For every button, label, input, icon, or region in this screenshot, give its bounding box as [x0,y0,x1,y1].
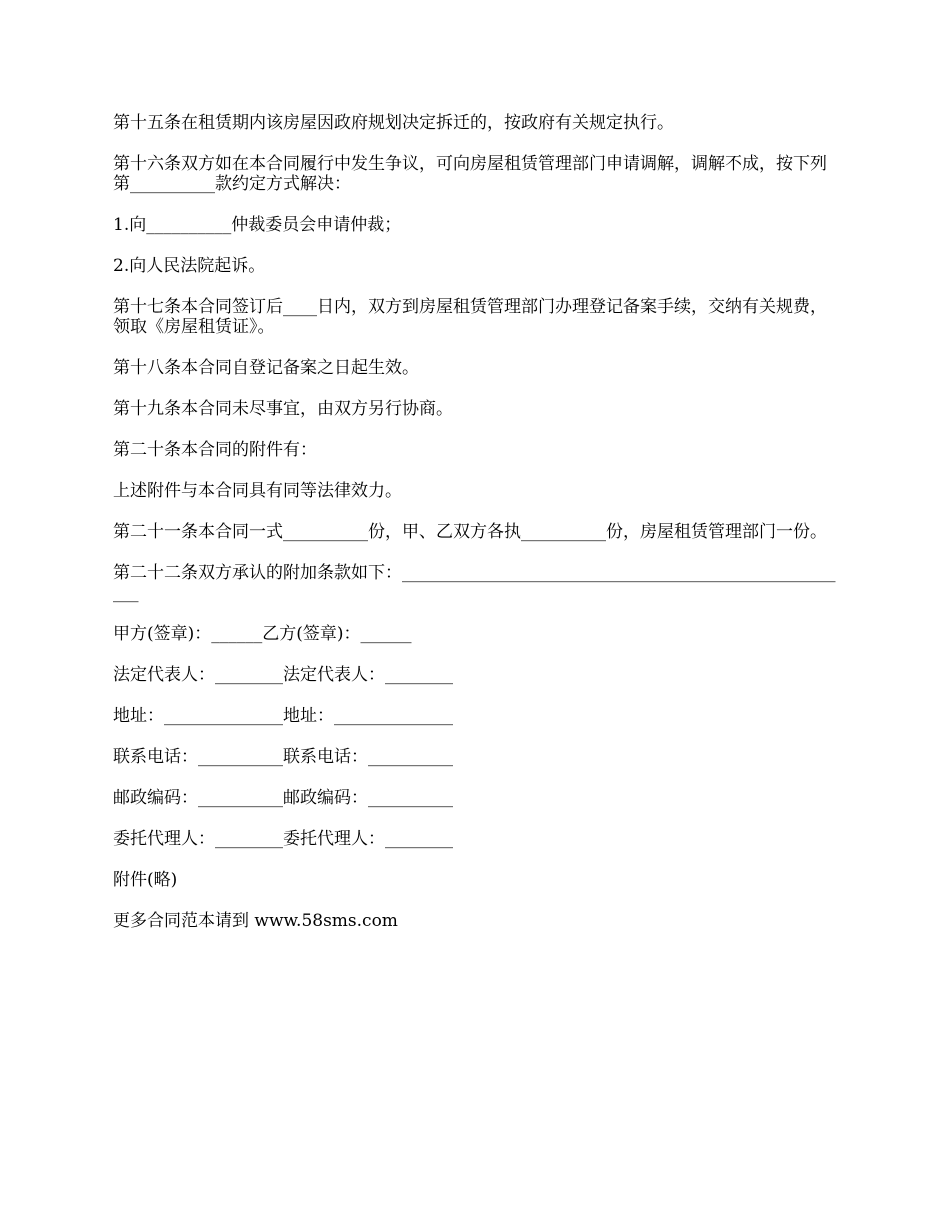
postal-code-line: 邮政编码：__________邮政编码：__________ [113,788,453,808]
clause-16-option-1: 1.向__________仲裁委员会申请仲裁； [113,215,402,235]
clause-17: 第十七条本合同签订后____日内，双方到房屋租赁管理部门办理登记备案手续，交纳有关规费，领取《房屋租赁证》。 [113,297,827,337]
agent-line: 委托代理人：________委托代理人：________ [113,829,453,849]
address-line: 地址：______________地址：______________ [113,706,453,726]
clause-15: 第十五条在租赁期内该房屋因政府规划决定拆迁的，按政府有关规定执行。 [113,113,674,133]
clause-20-note: 上述附件与本合同具有同等法律效力。 [113,481,402,501]
clause-16-option-2: 2.向人民法院起诉。 [113,256,266,276]
more-templates-note: 更多合同范本请到 www.58sms.com [113,911,398,931]
clause-19: 第十九条本合同未尽事宜，由双方另行协商。 [113,399,453,419]
clause-16: 第十六条双方如在本合同履行中发生争议，可向房屋租赁管理部门申请调解，调解不成，按下列第__________款约定方式解决： [113,154,827,194]
phone-line: 联系电话：__________联系电话：__________ [113,747,453,767]
clause-22: 第二十二条双方承认的附加条款如下：______________________________________________________ [113,563,836,603]
clause-21: 第二十一条本合同一式__________份，甲、乙双方各执__________份，房屋租赁管理部门一份。 [113,522,827,542]
clause-20: 第二十条本合同的附件有： [113,440,317,460]
document-page [113,113,840,931]
attachment-note: 附件(略) [113,870,178,890]
legal-representative-line: 法定代表人：________法定代表人：________ [113,665,453,685]
clause-18: 第十八条本合同自登记备案之日起生效。 [113,358,419,378]
signature-line: 甲方(签章)：______乙方(签章)：______ [113,624,412,644]
